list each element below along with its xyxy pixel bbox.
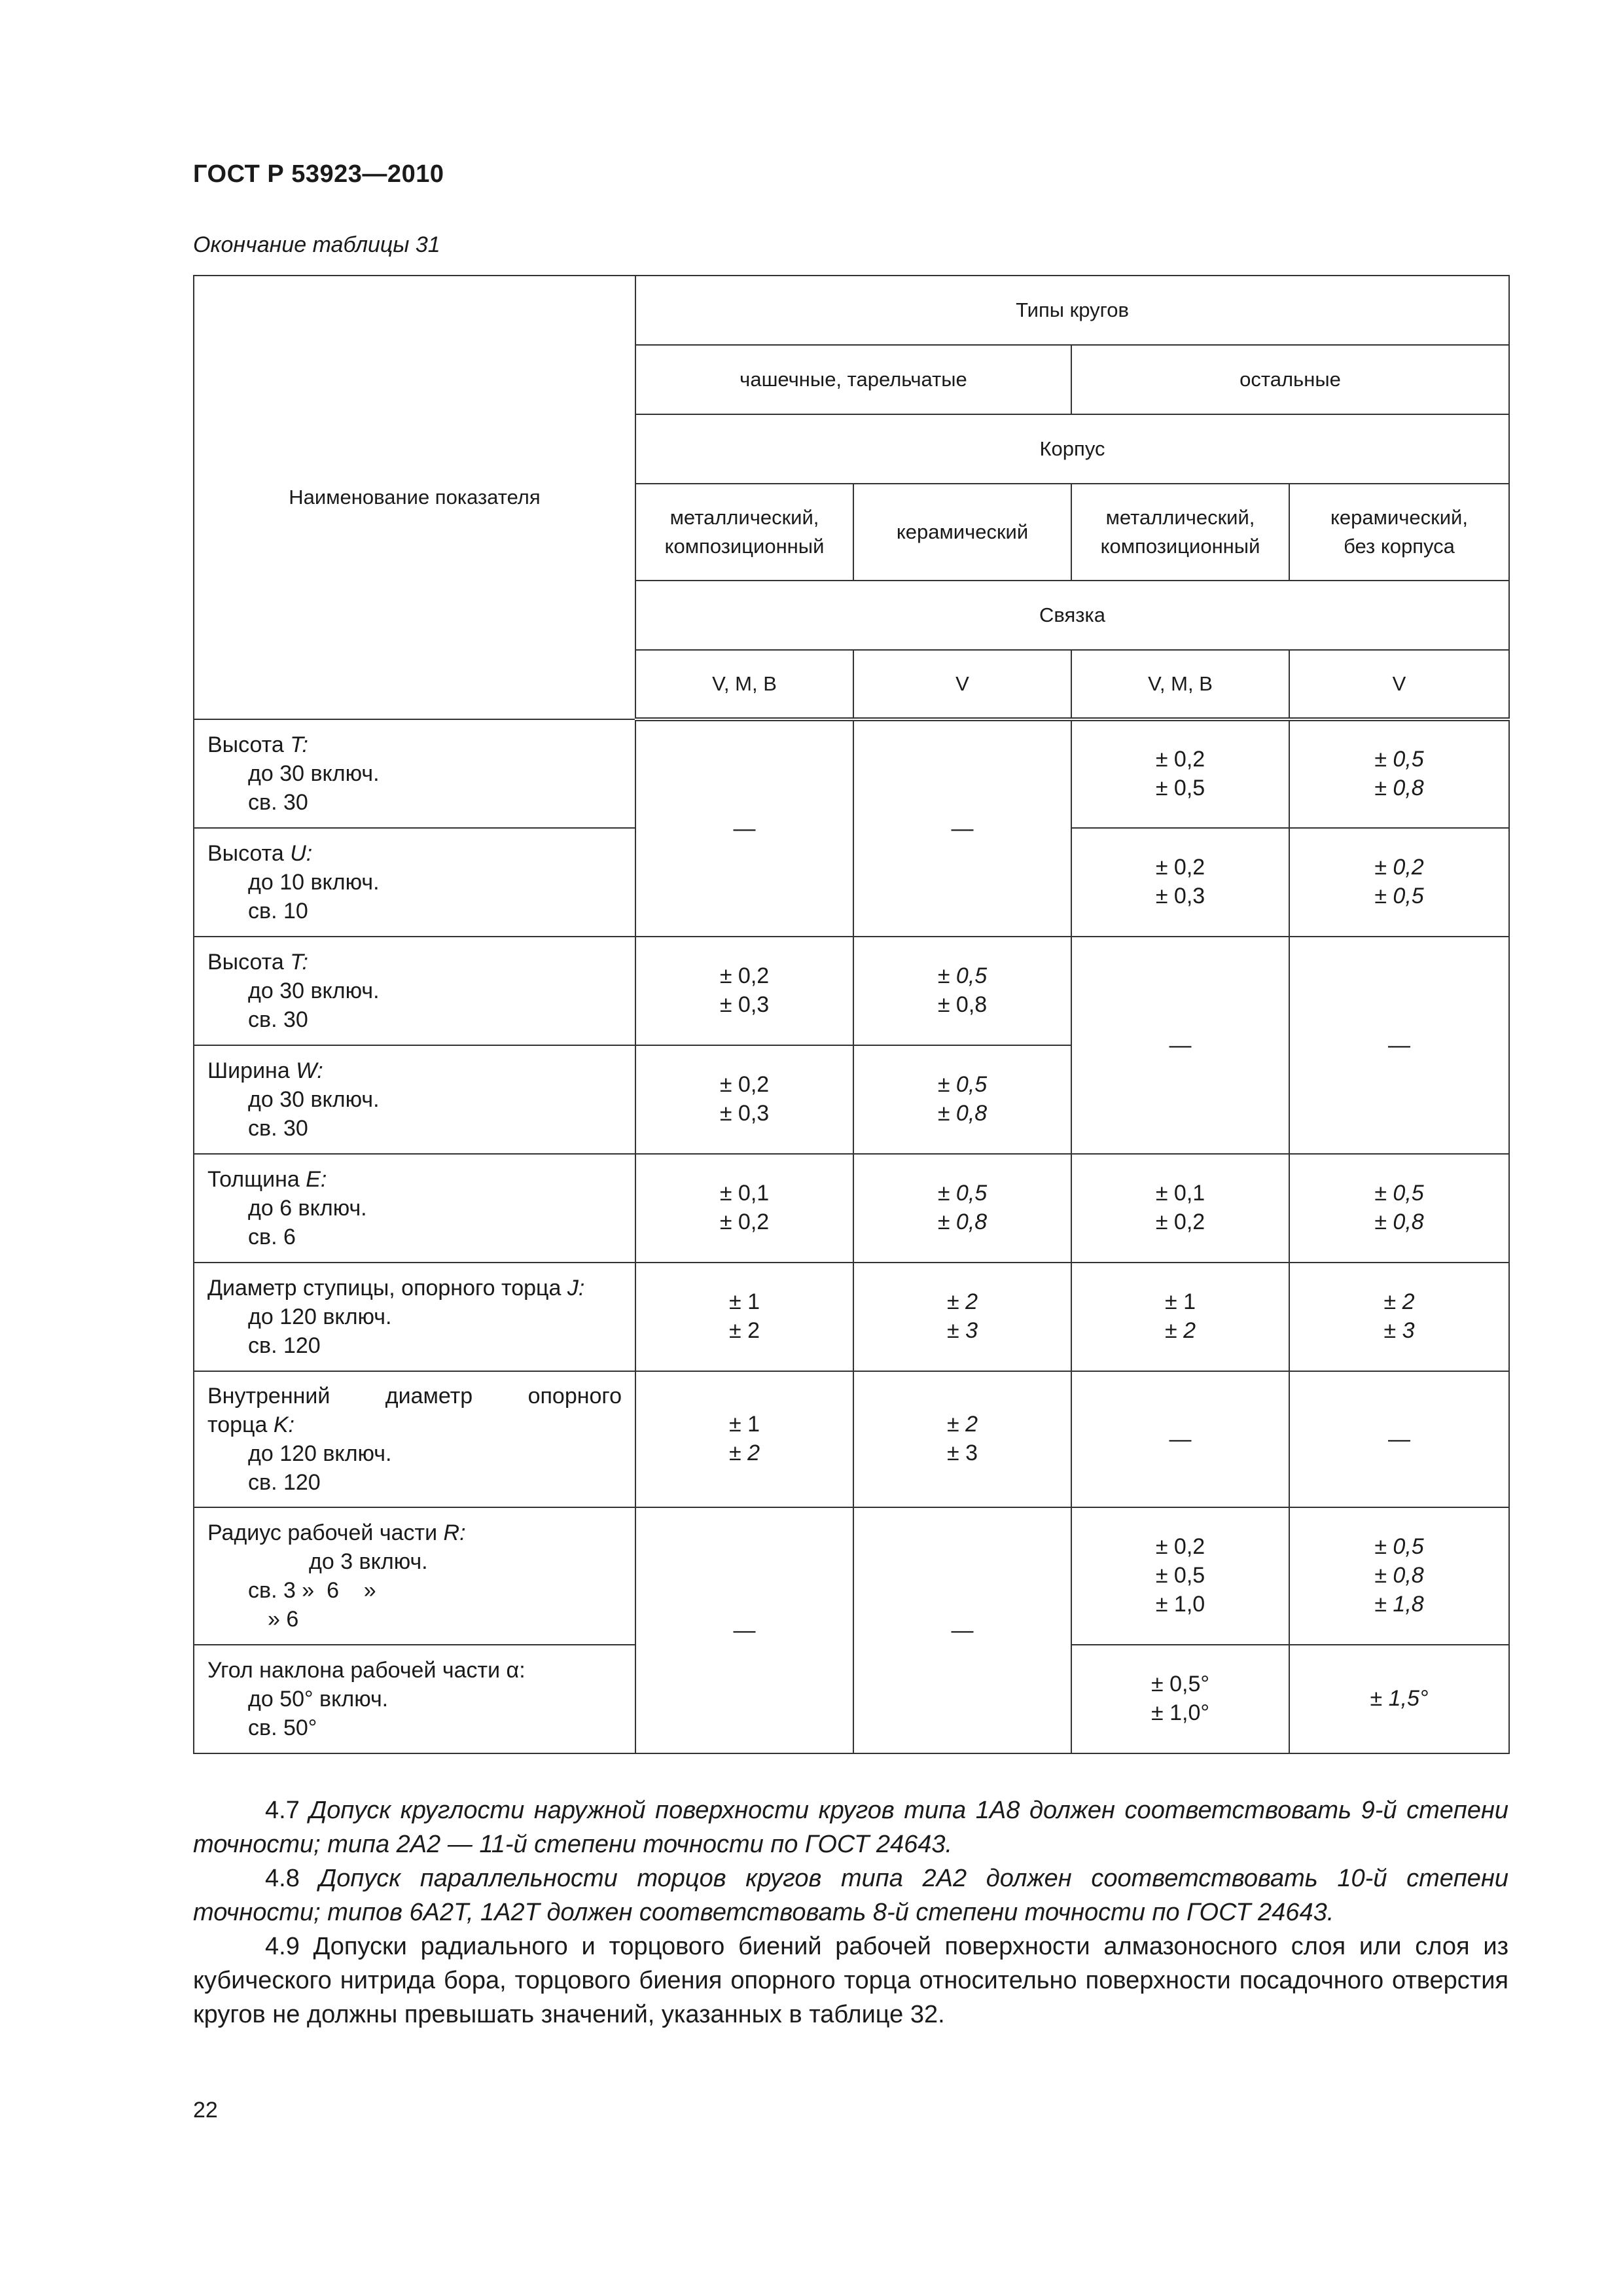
table-row <box>194 1507 1509 1645</box>
value-cell: ± 0,1 ± 0,2 <box>1071 1154 1289 1263</box>
value-cell: ± 1 ± 2 <box>635 1371 853 1507</box>
document-header: ГОСТ Р 53923—2010 <box>193 160 444 188</box>
dash-cell: — <box>1289 1371 1509 1507</box>
body-text <box>193 1793 1508 2032</box>
value-cell: ± 0,5 ± 0,8 <box>1289 719 1509 828</box>
value-cell: ± 0,5 ± 0,8 <box>853 1154 1071 1263</box>
table-row <box>194 1263 1509 1371</box>
bond-c2: V <box>853 650 1071 719</box>
header-body-ceramic-2: керамический, без корпуса <box>1289 484 1509 581</box>
header-body: Корпус <box>635 414 1509 484</box>
row-label-hub-diameter-j: Диаметр ступицы, опорного торца J: до 120 включ. св. 120 <box>194 1263 635 1371</box>
value-cell: ± 1,5° <box>1289 1645 1509 1753</box>
row-label-height-t: Высота T: до 30 включ. св. 30 <box>194 719 635 828</box>
table-caption: Окончание таблицы 31 <box>193 232 440 257</box>
dash-cell: — <box>635 1507 853 1753</box>
row-label-thickness-e: Толщина E: до 6 включ. св. 6 <box>194 1154 635 1263</box>
column-header-name: Наименование показателя <box>194 276 635 719</box>
table-row <box>194 1154 1509 1263</box>
bond-c1: V, M, B <box>635 650 853 719</box>
value-cell: ± 0,5 ± 0,8 ± 1,8 <box>1289 1507 1509 1645</box>
value-cell: ± 0,2 ± 0,5 <box>1071 719 1289 828</box>
table-row <box>194 937 1509 1045</box>
row-label-height-u: Высота U: до 10 включ. св. 10 <box>194 828 635 937</box>
value-cell: ± 2 ± 3 <box>853 1371 1071 1507</box>
row-label-radius-r: Радиус рабочей части R: до 3 включ. св. 3 » 6 » » 6 <box>194 1507 635 1645</box>
dash-cell: — <box>1071 1371 1289 1507</box>
dash-cell: — <box>635 719 853 937</box>
value-cell: ± 0,5° ± 1,0° <box>1071 1645 1289 1753</box>
dash-cell: — <box>853 1507 1071 1753</box>
value-cell: ± 0,5 ± 0,8 <box>1289 1154 1509 1263</box>
value-cell: ± 0,1 ± 0,2 <box>635 1154 853 1263</box>
row-label-height-t: Высота T: до 30 включ. св. 30 <box>194 937 635 1045</box>
header-group-cup: чашечные, тарельчатые <box>635 345 1071 414</box>
paragraph-4-9: 4.9 Допуски радиального и торцового биений рабочей поверхности алмазоносного слоя или слоя из кубического нитрида бора, торцового биения опорного торца относительно поверхности посадочного отверстия кругов не должны превышать значений, указанных в таблице 32. <box>193 1933 1508 2028</box>
row-label-angle-alpha: Угол наклона рабочей части α: до 50° включ. св. 50° <box>194 1645 635 1753</box>
value-cell: ± 1 ± 2 <box>635 1263 853 1371</box>
table-row <box>194 1371 1509 1507</box>
bond-c4: V <box>1289 650 1509 719</box>
header-body-metal-2: металлический, композиционный <box>1071 484 1289 581</box>
row-label-width-w: Ширина W: до 30 включ. св. 30 <box>194 1045 635 1154</box>
paragraph-4-8: 4.8 Допуск параллельности торцов кругов типа 2А2 должен соответствовать 10-й степени точности; типов 6А2Т, 1А2Т должен соответствовать 8-й степени точности по ГОСТ 24643. <box>193 1865 1508 1926</box>
value-cell: ± 2 ± 3 <box>1289 1263 1509 1371</box>
tolerance-table <box>193 275 1510 1754</box>
value-cell: ± 0,2 ± 0,3 <box>635 937 853 1045</box>
table-row <box>194 719 1509 828</box>
value-cell: ± 0,2 ± 0,3 <box>635 1045 853 1154</box>
header-body-metal-1: металлический, композиционный <box>635 484 853 581</box>
value-cell: ± 0,2 ± 0,5 <box>1289 828 1509 937</box>
value-cell: ± 1 ± 2 <box>1071 1263 1289 1371</box>
paragraph-4-7: 4.7 Допуск круглости наружной поверхности кругов типа 1А8 должен соответствовать 9-й степени точности; типа 2А2 — 11-й степени точности по ГОСТ 24643. <box>193 1797 1508 1858</box>
value-cell: ± 0,2 ± 0,3 <box>1071 828 1289 937</box>
page-number: 22 <box>193 2098 218 2123</box>
value-cell: ± 0,2 ± 0,5 ± 1,0 <box>1071 1507 1289 1645</box>
dash-cell: — <box>1071 937 1289 1154</box>
header-group-other: остальные <box>1071 345 1509 414</box>
dash-cell: — <box>1289 937 1509 1154</box>
bond-c3: V, M, B <box>1071 650 1289 719</box>
value-cell: ± 0,5 ± 0,8 <box>853 937 1071 1045</box>
header-body-ceramic-1: керамический <box>853 484 1071 581</box>
header-wheel-types: Типы кругов <box>635 276 1509 345</box>
header-bond: Связка <box>635 581 1509 650</box>
value-cell: ± 2 ± 3 <box>853 1263 1071 1371</box>
dash-cell: — <box>853 719 1071 937</box>
value-cell: ± 0,5 ± 0,8 <box>853 1045 1071 1154</box>
row-label-inner-diameter-k: Внутренний диаметр опорного торца K: до 120 включ. св. 120 <box>194 1371 635 1507</box>
